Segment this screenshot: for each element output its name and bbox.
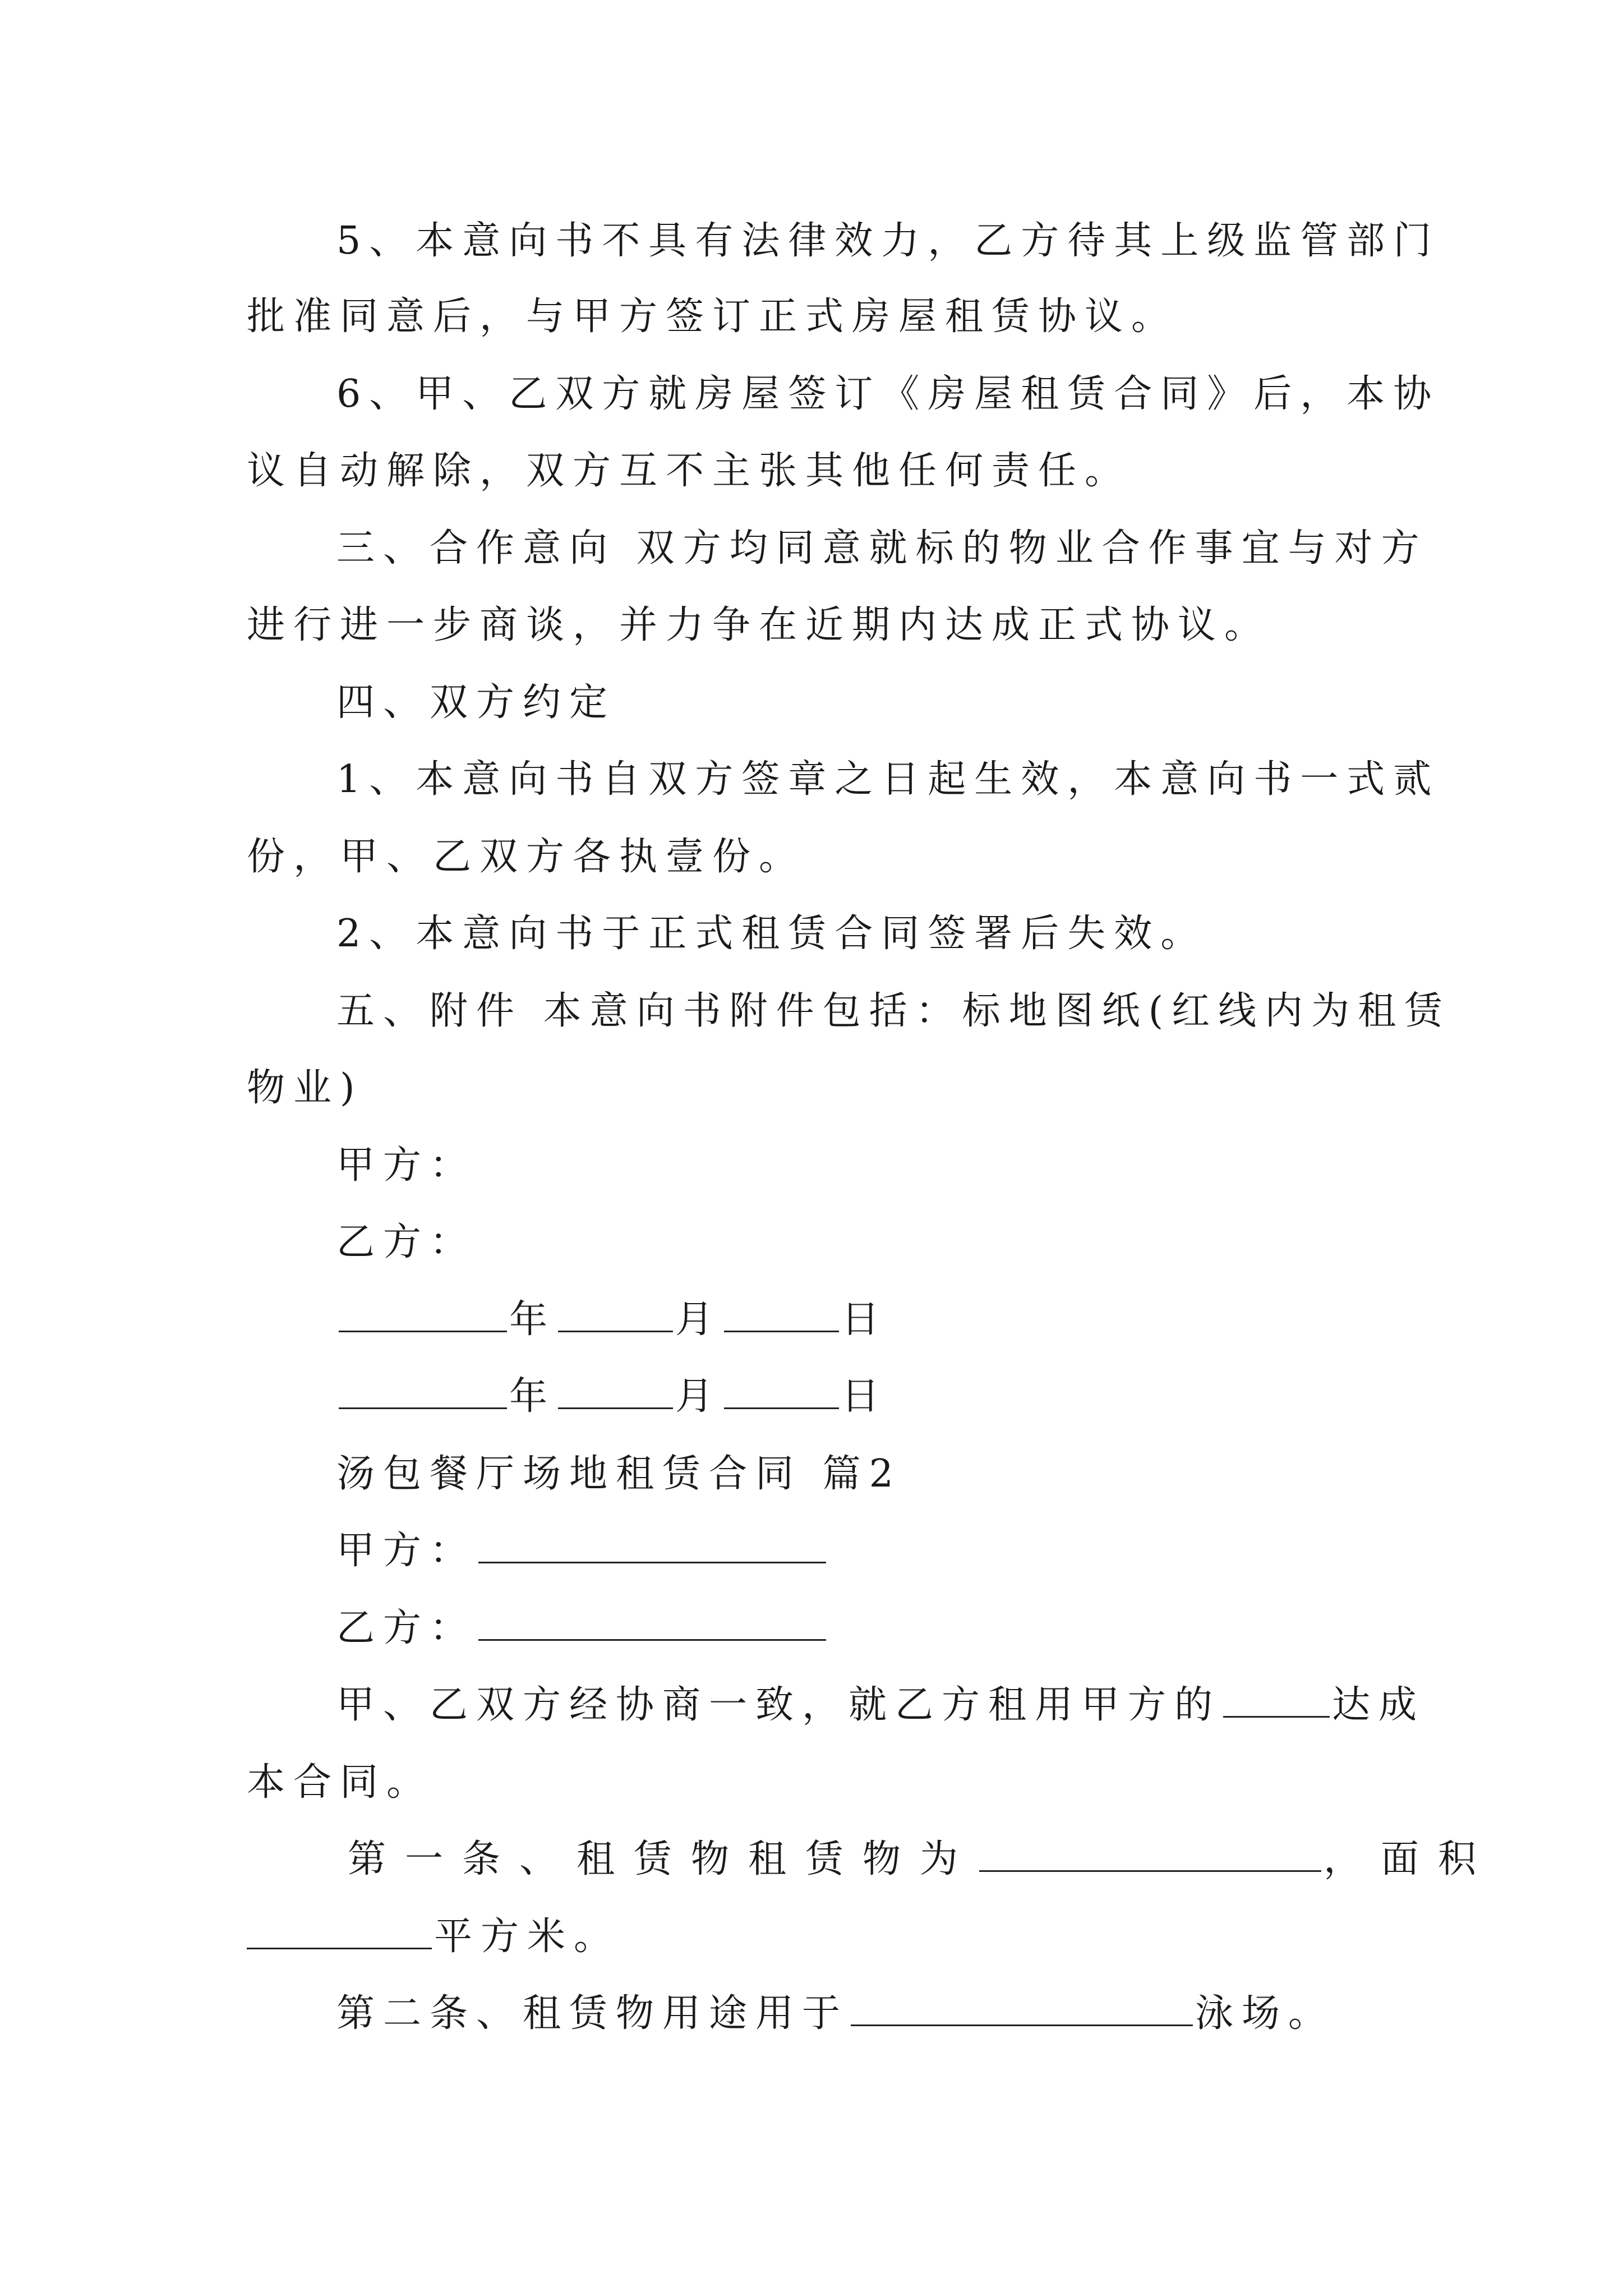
paragraph-line: 1、本意向书自双方签章之日起生效，本意向书一式贰 xyxy=(336,757,1440,802)
party-a-blank xyxy=(478,1526,826,1563)
day-label: 日 xyxy=(841,1297,888,1342)
premises-blank xyxy=(1223,1680,1330,1718)
article-2-line xyxy=(336,1986,1481,2042)
paragraph-line: 议自动解除，双方互不主张其他任何责任。 xyxy=(247,449,1132,493)
paragraph-line: 进行进一步商谈，并力争在近期内达成正式协议。 xyxy=(247,603,1271,647)
month-blank xyxy=(558,1295,673,1332)
article-2-end: 泳场。 xyxy=(1195,1991,1335,2036)
year-blank xyxy=(339,1372,507,1409)
article-1-line-2 xyxy=(247,1909,1391,1965)
article-1-line xyxy=(348,1832,1496,1888)
year-label: 年 xyxy=(509,1297,556,1342)
party-a-label: 甲方： xyxy=(336,1529,477,1573)
date-line xyxy=(336,1292,1481,1348)
party-b-label: 乙方： xyxy=(336,1220,477,1264)
paragraph-line: 本合同。 xyxy=(247,1760,434,1805)
section-heading: 四、双方约定 xyxy=(336,680,616,725)
party-b-line xyxy=(336,1600,1481,1657)
article-2-text: 第二条、租赁物用途用于 xyxy=(336,1991,849,2036)
paragraph-line: 份，甲、乙双方各执壹份。 xyxy=(247,835,806,879)
year-label: 年 xyxy=(509,1374,556,1419)
intro-text-end: 达成 xyxy=(1332,1683,1426,1727)
year-blank xyxy=(339,1295,507,1332)
intro-line xyxy=(336,1677,1481,1733)
party-b-label: 乙方： xyxy=(336,1606,477,1650)
article-1-area-label: ，面积 xyxy=(1324,1837,1496,1881)
leased-item-blank xyxy=(979,1834,1321,1872)
date-line xyxy=(336,1369,1481,1425)
paragraph-line: 批准同意后，与甲方签订正式房屋租赁协议。 xyxy=(247,295,1178,339)
paragraph-line: 5、本意向书不具有法律效力，乙方待其上级监管部门 xyxy=(336,219,1440,263)
month-label: 月 xyxy=(675,1297,722,1342)
party-a-label: 甲方： xyxy=(336,1143,477,1188)
area-blank xyxy=(247,1912,432,1949)
day-blank xyxy=(724,1295,839,1332)
paragraph-line: 2、本意向书于正式租赁合同签署后失效。 xyxy=(336,912,1207,956)
party-b-blank xyxy=(478,1603,826,1641)
article-1-text: 第一条、租赁物租赁物为 xyxy=(348,1837,978,1881)
contract-title: 汤包餐厅场地租赁合同 篇2 xyxy=(336,1452,902,1496)
area-unit: 平方米。 xyxy=(434,1915,621,1959)
paragraph-line: 6、甲、乙双方就房屋签订《房屋租赁合同》后，本协 xyxy=(336,372,1440,416)
day-label: 日 xyxy=(841,1374,888,1419)
paragraph-line: 三、合作意向 双方均同意就标的物业合作事宜与对方 xyxy=(336,526,1428,570)
paragraph-line: 五、附件 本意向书附件包括：标地图纸(红线内为租赁 xyxy=(336,989,1451,1033)
month-label: 月 xyxy=(675,1374,722,1419)
paragraph-line: 物业) xyxy=(247,1066,363,1110)
party-a-line xyxy=(336,1523,1481,1579)
intro-text: 甲、乙双方经协商一致，就乙方租用甲方的 xyxy=(336,1683,1221,1727)
usage-blank xyxy=(851,1989,1193,2026)
day-blank xyxy=(724,1372,839,1409)
month-blank xyxy=(558,1372,673,1409)
